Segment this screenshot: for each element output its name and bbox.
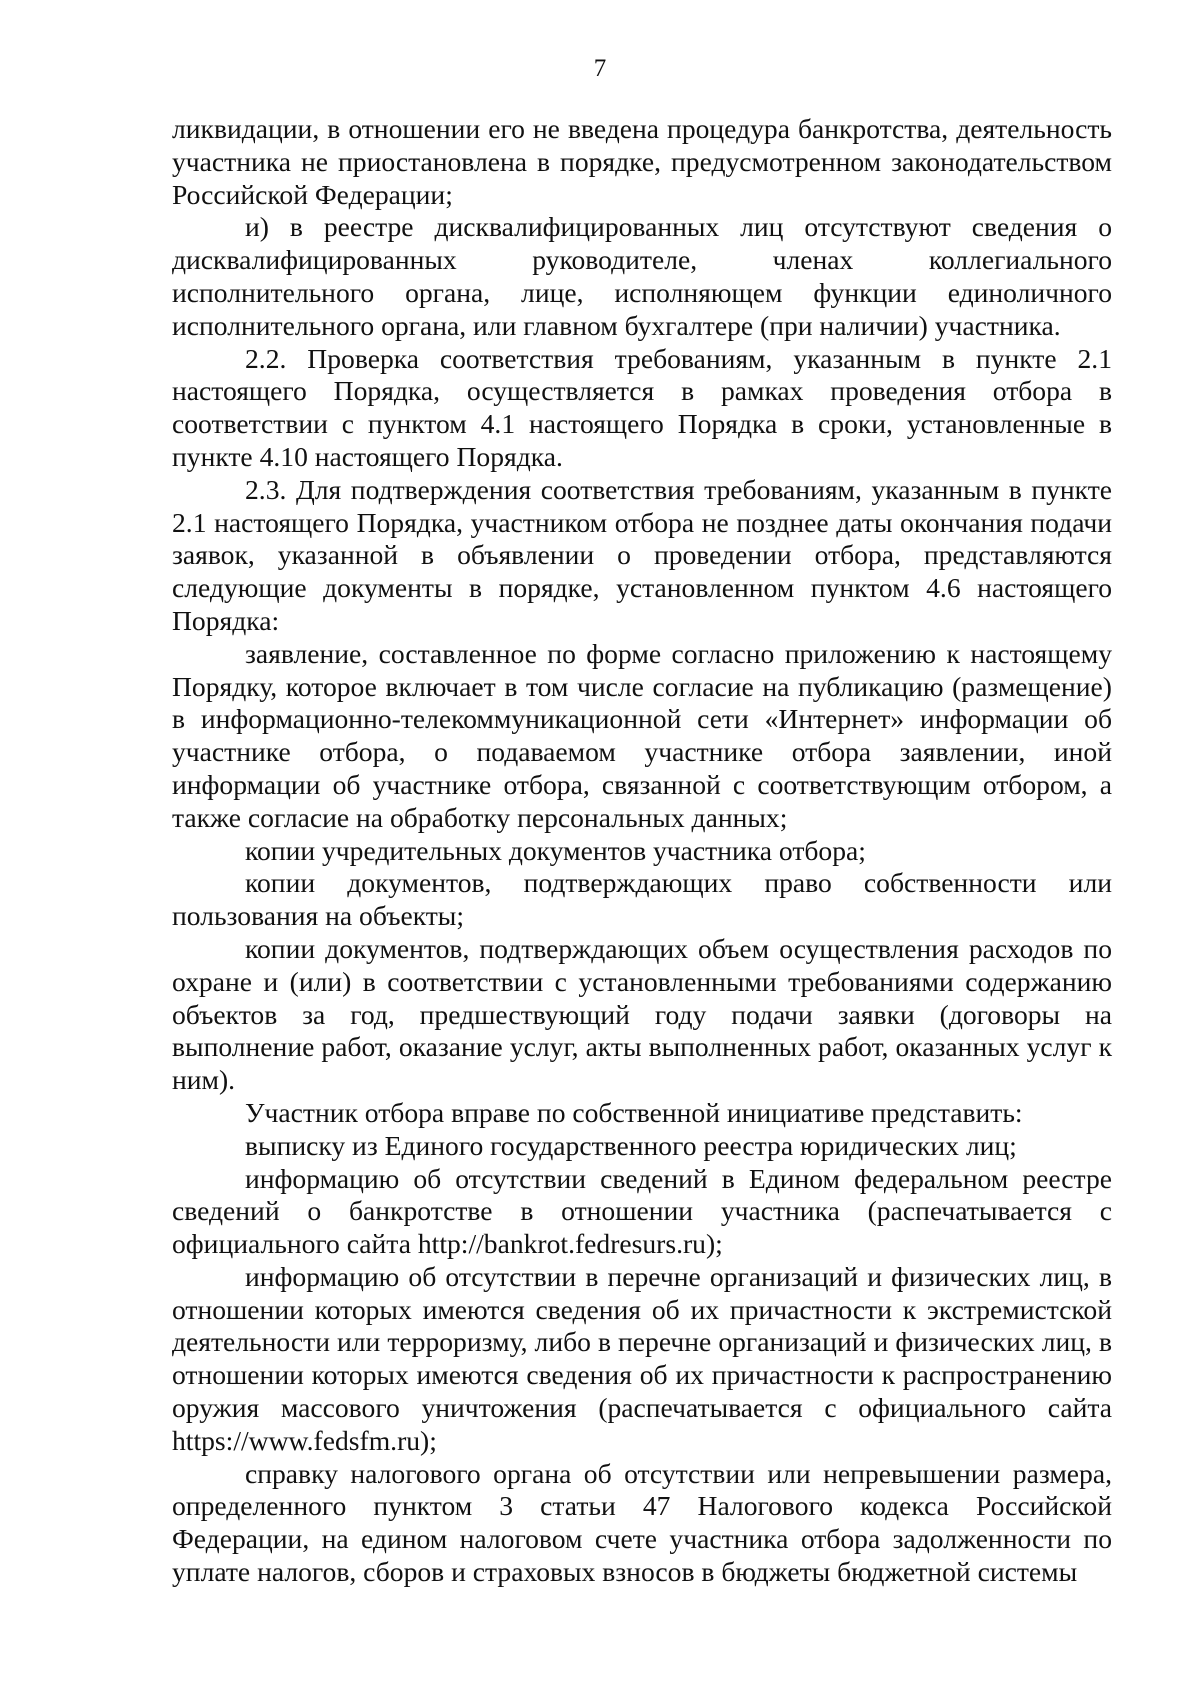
paragraph-2-2: 2.2. Проверка соответствия требованиям, указанным в пункте 2.1 настоящего Порядка, осуществляется в рамках проведения отбора в соответствии с пунктом 4.1 настоящего Порядка в сроки, установленные в пункте 4.10 настоящего Порядка. xyxy=(172,342,1112,472)
paragraph-extremism-list: информацию об отсутствии в перечне организаций и физических лиц, в отношении которых имеются сведения об их причастности к экстремистской деятельности или терроризму, либо в перечне организаций и физических лиц, в отношении которых имеются сведения об их причастности к распространению оружия массового уничтожения (распечатывается с официального сайта https://www.fedsfm.ru); xyxy=(172,1260,1112,1456)
paragraph-tax-certificate: справку налогового органа об отсутствии или непревышении размера, определенного пунктом 3 статьи 47 Налогового кодекса Российской Федерации, на едином налоговом счете участника отбора задолженности по уплате налогов, сборов и страховых взносов в бюджеты бюджетной системы xyxy=(172,1457,1112,1588)
page-number: 7 xyxy=(593,55,607,82)
paragraph-application-form: заявление, составленное по форме согласно приложению к настоящему Порядку, которое включает в том числе согласие на публикацию (размещение) в информационно-телекоммуникационной сети «Интернет» информации об участнике отбора, о подаваемом участнике отбора заявлении, иной информации об участнике отбора, связанной с соответствующим отбором, а также согласие на обработку персональных данных; xyxy=(172,637,1112,833)
paragraph-2-3: 2.3. Для подтверждения соответствия требованиям, указанным в пункте 2.1 настоящего Порядка, участником отбора не позднее даты окончания подачи заявок, указанной в объявлении о проведении отбора, представляются следующие документы в порядке, установленном пунктом 4.6 настоящего Порядка: xyxy=(172,473,1112,636)
paragraph-own-initiative: Участник отбора вправе по собственной инициативе представить: xyxy=(245,1096,1023,1128)
paragraph-bankruptcy-info: информацию об отсутствии сведений в Едином федеральном реестре сведений о банкротстве в отношении участника (распечатывается с официального сайта http://bankrot.fedresurs.ru); xyxy=(172,1162,1112,1260)
paragraph-expense-documents: копии документов, подтверждающих объем осуществления расходов по охране и (или) в соответствии с установленными требованиями содержанию объектов за год, предшествующий году подачи заявки (договоры на выполнение работ, оказание услуг, акты выполненных работ, оказанных услуг к ним). xyxy=(172,932,1112,1096)
paragraph-egrul-extract: выписку из Единого государственного реестра юридических лиц; xyxy=(245,1129,1017,1161)
document-body xyxy=(172,113,1112,1589)
paragraph-founding-documents: копии учредительных документов участника отбора; xyxy=(245,834,866,866)
paragraph-liquidation: ликвидации, в отношении его не введена процедура банкротства, деятельность участника не приостановлена в порядке, предусмотренном законодательством Российской Федерации; xyxy=(172,113,1112,210)
paragraph-ownership-documents: копии документов, подтверждающих право собственности или пользования на объекты; xyxy=(172,867,1112,932)
paragraph-disqualified-persons: и) в реестре дисквалифицированных лиц отсутствуют сведения о дисквалифицированных руководителе, членах коллегиального исполнительного органа, лице, исполняющем функции единоличного исполнительного органа, или главном бухгалтере (при наличии) участника. xyxy=(172,211,1112,341)
